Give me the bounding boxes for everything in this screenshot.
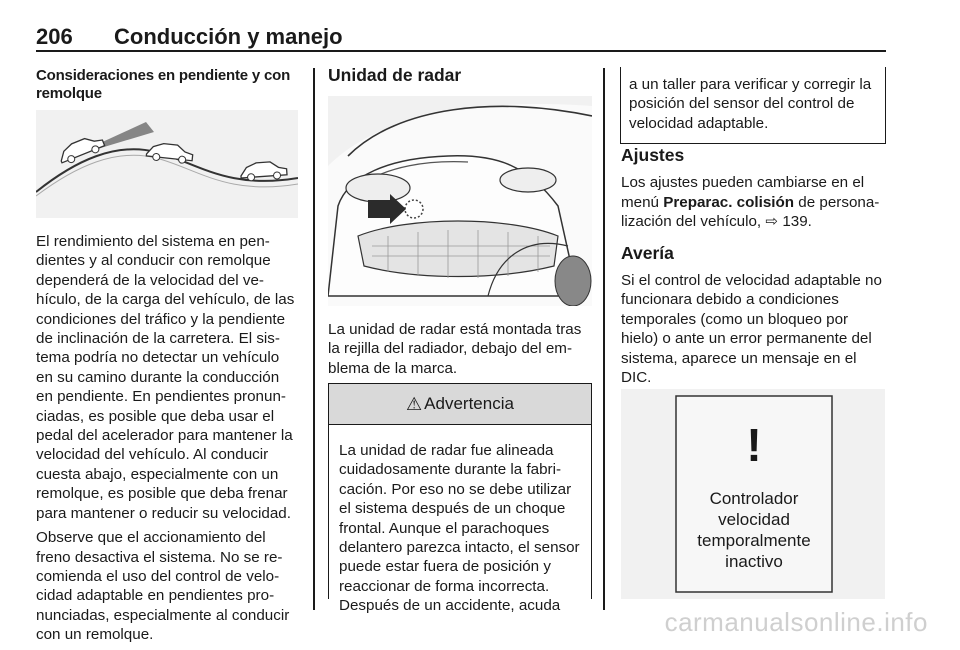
dic-line-3: temporalmente: [697, 531, 811, 550]
radar-car-illustration: [328, 96, 592, 306]
column-divider-1: [313, 68, 315, 610]
paragraph-slopes-2: Observe que el accionamiento del freno desactiva el sistema. No se recomienda el uso del control de velocidad adaptable en pendientes pronunciadas, especialmente al conducir con un remolque.: [36, 529, 290, 644]
warning-continued-box: [620, 67, 886, 144]
warning-text: La unidad de radar fue alineada cuidadosamente durante la fabricación. Por eso no se debe utilizar el sistema después de un choque frontal. Aunque el parachoques delantero parezca intacto, el sensor puede estar fuera de posición y reaccionar de forma incorrecta. Después de un accidente, acuda: [339, 442, 580, 615]
warning-header: [329, 384, 591, 425]
radar-sensor: [405, 200, 423, 218]
page-ref[interactable]: 139.: [782, 213, 812, 231]
page-title: Conducción y manejo: [114, 24, 343, 49]
column-2-body: [328, 320, 592, 383]
car-2: [146, 142, 194, 164]
dic-line-4: inactivo: [725, 552, 783, 571]
car-front-drawing: [328, 96, 592, 306]
dic-line-1: Controlador: [709, 489, 799, 508]
warning-box: [328, 383, 592, 615]
dic-exclamation: !: [746, 419, 762, 471]
slope-cars-drawing: [36, 110, 298, 218]
warning-icon: ⚠: [406, 393, 423, 414]
header-rule: [36, 50, 886, 52]
dic-line-2: velocidad: [718, 510, 790, 529]
watermark: carmanualsonline.info: [664, 607, 928, 637]
dic-display: [621, 389, 885, 599]
page-number: 206: [36, 24, 73, 49]
slope-illustration: [36, 110, 298, 218]
paragraph-radar: La unidad de radar está montada tras la rejilla del radiador, debajo del emblema de la marca.: [328, 321, 582, 377]
column-1: [36, 67, 300, 103]
section-heading-slopes: Consideraciones en pendiente y con remolque: [36, 67, 291, 102]
dic-message-illustration: [621, 389, 885, 599]
page-ref-icon: ⇨: [765, 213, 779, 231]
car-3: [240, 161, 287, 182]
paragraph-averia: Si el control de velocidad adaptable no funcionara debido a condiciones temporales (como un bloqueo por hielo) o ante un error permanente del sistema, aparece un mensaje en el DIC.: [621, 272, 882, 387]
column-3-body: [621, 146, 887, 392]
warning-title: Advertencia: [424, 394, 514, 413]
paragraph-ajustes: Los ajustes pueden cambiarse en el menú Preparac. colisión de personalización del vehículo, ⇨ 139.: [621, 174, 880, 231]
column-2: [328, 66, 592, 85]
section-heading-radar: Unidad de radar: [328, 65, 462, 85]
section-heading-averia: Avería: [621, 242, 674, 263]
paragraph-slopes-1: El rendimiento del sistema en pendientes y al conducir con remolque dependerá de la velocidad del vehículo, de la carga del vehículo, de las condiciones del tráfico y la pendiente de inclinación de la carretera. El sistema podría no detectar un vehículo en su camino durante la conducción en pendiente. En pendientes pronunciadas, es posible que deba usar el pedal del acelerador para mantener la velocidad del vehículo. Al conducir cuesta abajo, especialmente con un remolque, es posible que deba frenar para mantener o reducir su velocidad.: [36, 233, 295, 522]
section-heading-ajustes: Ajustes: [621, 145, 685, 165]
column-divider-2: [603, 68, 605, 610]
warning-continued-text: a un taller para verificar y corregir la posición del sensor del control de velocidad adaptable.: [629, 76, 872, 132]
menu-name: Preparac. colisión: [663, 193, 795, 211]
column-1-body: [36, 232, 298, 650]
